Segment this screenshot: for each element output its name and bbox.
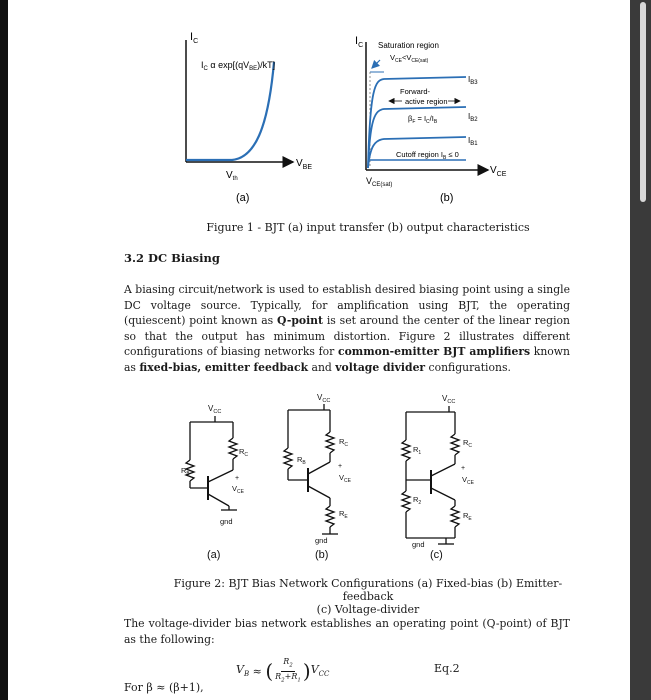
transistor-emitter [431, 488, 455, 500]
eq2-denominator: $R_2+R_1$ [275, 671, 301, 684]
r2-resistor [402, 491, 410, 512]
eq2-rhs: $V_{CC}$ [310, 663, 330, 679]
r1-label: $R_1$ [413, 445, 422, 456]
eq2-approx: ≈ [249, 664, 266, 678]
y-axis-label: $I_C$ [355, 35, 364, 49]
re-label: $R_E$ [463, 511, 472, 522]
gnd-label: gnd [412, 540, 425, 549]
rc-resistor [451, 434, 459, 455]
eq2-right-paren: ) [302, 659, 311, 683]
section-heading: 3.2 DC Biasing [124, 251, 220, 265]
saturation-condition: $V_{CE}<V_{CE(sat)}$ [390, 53, 429, 64]
figure-1 [8, 0, 630, 215]
y-axis-label: $I_C$ [190, 31, 199, 45]
rc-resistor [326, 432, 334, 453]
transistor-collector [308, 462, 330, 474]
scrollbar-thumb[interactable] [640, 2, 646, 202]
voltage-divider-paragraph: The voltage-divider bias network establishes an operating point (Q-point) of BJT as the following: [124, 617, 570, 646]
panel-a-label: (a) [236, 192, 250, 204]
r1-resistor [402, 440, 410, 461]
eq2-left-paren: ( [265, 659, 274, 683]
rb-label: $R_B$ [181, 466, 190, 477]
eq2-numerator: $R_2$ [281, 657, 295, 672]
ib1-label: $I_{B1}$ [468, 136, 478, 147]
vcesat-label: $V_{CE(sat)}$ [366, 176, 393, 188]
figure-1-caption: Figure 1 - BJT (a) input transfer (b) output characteristics [206, 221, 530, 234]
input-transfer-plot [186, 31, 312, 204]
emitter-feedback-circuit [284, 393, 352, 561]
cutoff-label: Cutoff region $I_B \le 0$ [396, 150, 459, 161]
eq2-number: Eq.2 [434, 662, 460, 675]
saturation-arrow [372, 60, 380, 68]
rc-resistor [229, 438, 237, 459]
voltage-divider-circuit [402, 394, 475, 561]
rc-label: $R_C$ [463, 438, 473, 449]
re-label: $R_E$ [339, 509, 348, 520]
plus-label: + [338, 463, 343, 470]
vcc-label: $V_{CC}$ [317, 393, 331, 404]
rc-label: $R_C$ [239, 447, 249, 458]
vce-label: $V_{CE}$ [232, 484, 244, 495]
transistor-emitter [208, 494, 229, 506]
transistor-emitter [308, 486, 330, 498]
biasing-paragraph: A biasing circuit/network is used to establish desired biasing point using a single DC voltage source. Typically, for amplification using BJT, the operating (quiescent) point known as Q-point is set around the center of the linear region so that the output has minimum distortion. Figure 2 illustrates different configurations of biasing networks for common-emitter BJT amplifiers known as fixed-bias, emitter feedback and voltage divider configurations. [124, 283, 570, 374]
forward-active-line2: active region [405, 97, 448, 106]
circuit-b-label: (b) [315, 549, 329, 561]
beta-equation: $\beta_F = I_C/I_B$ [408, 114, 438, 125]
circuit-c-label: (c) [430, 549, 443, 561]
eq2 [236, 654, 329, 688]
fixed-bias-circuit [181, 404, 248, 561]
rb-resistor [284, 448, 292, 469]
output-characteristics-plot [355, 35, 507, 204]
threshold-label: $V_{th}$ [226, 170, 238, 182]
left-edge [0, 0, 8, 700]
figure-2-caption-line2: (c) Voltage-divider [316, 603, 420, 616]
vce-label: $V_{CE}$ [462, 475, 474, 486]
ib3-label: $I_{B3}$ [468, 75, 478, 86]
rb-label: $R_B$ [297, 455, 306, 466]
x-axis-label: $V_{CE}$ [490, 165, 507, 178]
re-resistor [326, 506, 334, 527]
saturation-title: Saturation region [378, 41, 439, 50]
re-resistor [451, 506, 459, 527]
gnd-label: gnd [220, 517, 233, 526]
gnd-label: gnd [315, 536, 328, 545]
figure-2-caption-line1: Figure 2: BJT Bias Network Configurations (a) Fixed-bias (b) Emitter-feedback [173, 577, 563, 603]
r2-label: $R_2$ [413, 495, 422, 506]
forward-active-line1: Forward- [400, 87, 431, 96]
plus-label: + [235, 475, 240, 482]
circuit-a-label: (a) [207, 549, 221, 561]
rc-label: $R_C$ [339, 437, 349, 448]
vce-label: $V_{CE}$ [339, 473, 351, 484]
x-axis-label: $V_{BE}$ [296, 158, 313, 171]
vcc-label: $V_{CC}$ [442, 394, 456, 405]
transistor-collector [208, 470, 233, 482]
vcc-label: $V_{CC}$ [208, 404, 222, 415]
panel-b-label: (b) [440, 192, 454, 204]
eq2-lhs: $V_B$ [236, 663, 250, 679]
figure-2-caption [158, 577, 578, 616]
document-page [8, 0, 630, 700]
plus-label: + [461, 465, 466, 472]
transistor-collector [431, 464, 455, 476]
eq2-fraction [273, 657, 303, 685]
exponential-curve [186, 62, 274, 160]
figure-2 [8, 388, 630, 566]
curve-equation: $I_C$ α $\exp[(qV_{BE})/kT]$ [201, 60, 276, 72]
ib2-label: $I_{B2}$ [468, 112, 478, 123]
footer-text: For β ≈ (β+1), [124, 681, 204, 694]
